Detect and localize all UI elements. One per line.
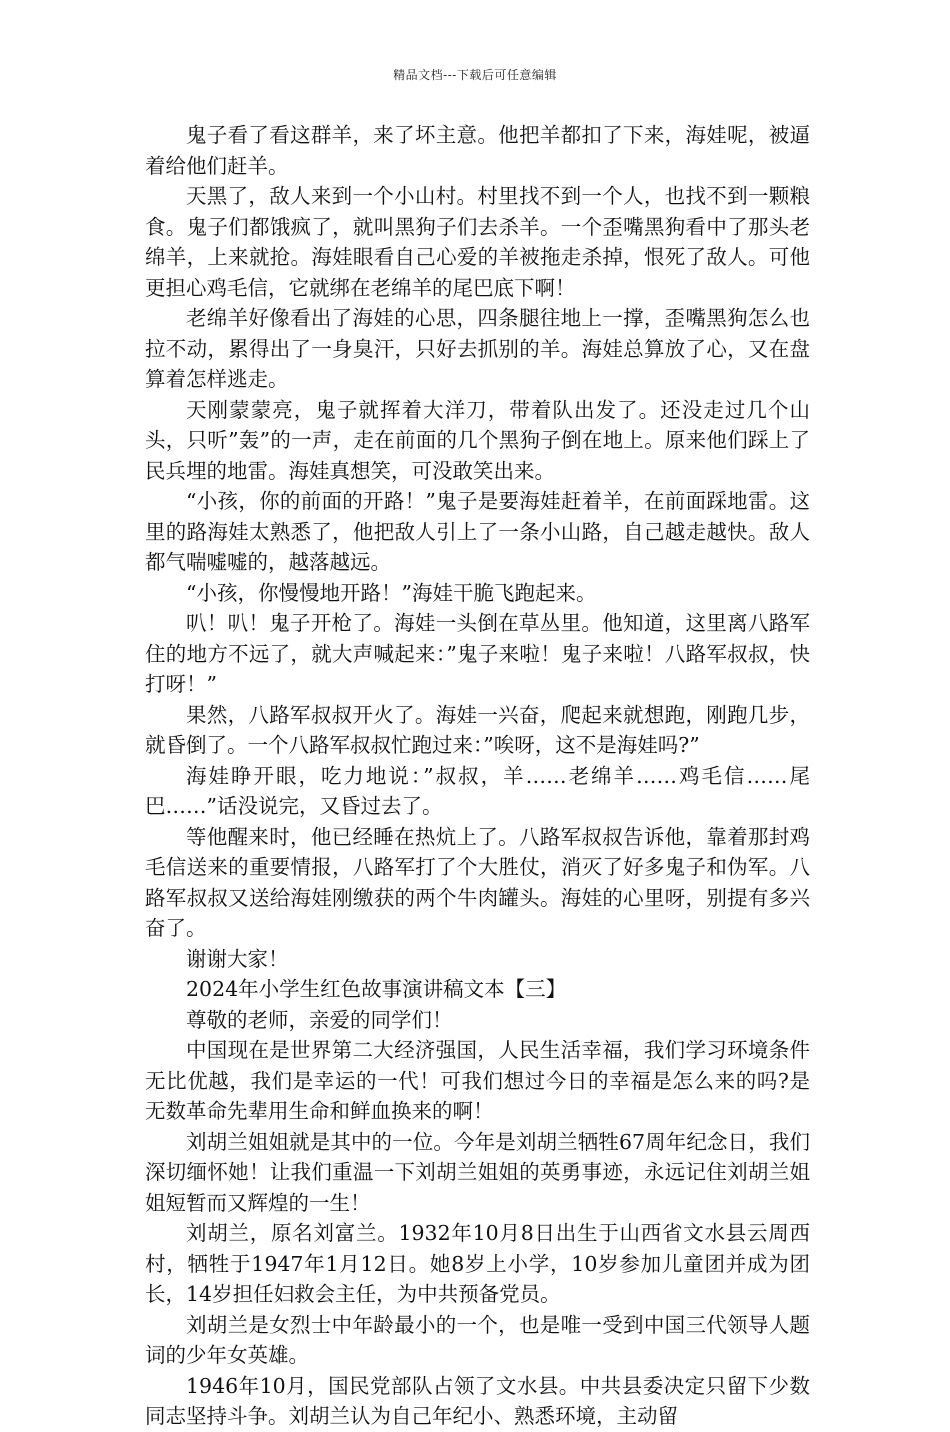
paragraph: 中国现在是世界第二大经济强国，人民生活幸福，我们学习环境条件无比优越，我们是幸运的一代！可我们想过今日的幸福是怎么来的吗?是无数革命先辈用生命和鲜血换来的啊！ xyxy=(145,1038,810,1123)
paragraph: 海娃睁开眼，吃力地说：”叔叔，羊……老绵羊……鸡毛信……尾巴……”话没说完，又昏过去了。 xyxy=(145,763,810,818)
paragraph: 刘胡兰，原名刘富兰。1932年10月8日出生于山西省文水县云周西村，牺牲于1947年1月12日。她8岁上小学，10岁参加儿童团并成为团长，14岁担任妇救会主任，为中共预备党员。 xyxy=(145,1221,810,1306)
paragraph: 等他醒来时，他已经睡在热炕上了。八路军叔叔告诉他，靠着那封鸡毛信送来的重要情报，八路军打了个大胜仗，消灭了好多鬼子和伪军。八路军叔叔又送给海娃刚缴获的两个牛肉罐头。海娃的心里呀，别提有多兴奋了。 xyxy=(145,824,810,940)
paragraph: 刘胡兰姐姐就是其中的一位。今年是刘胡兰牺牲67周年纪念日，我们深切缅怀她！让我们重温一下刘胡兰姐姐的英勇事迹，永远记住刘胡兰姐姐短暂而又辉煌的一生！ xyxy=(145,1129,810,1215)
paragraph: 天黑了，敌人来到一个小山村。村里找不到一个人，也找不到一颗粮食。鬼子们都饿疯了，就叫黑狗子们去杀羊。一个歪嘴黑狗看中了那头老绵羊，上来就抢。海娃眼看自己心爱的羊被拖走杀掉，恨死了敌人。可他更担心鸡毛信，它就绑在老绵羊的尾巴底下啊！ xyxy=(145,184,810,300)
paragraph: 刘胡兰是女烈士中年龄最小的一个，也是唯一受到中国三代领导人题词的少年女英雄。 xyxy=(145,1312,810,1367)
salutation: 尊敬的老师，亲爱的同学们！ xyxy=(186,1007,453,1032)
paragraph: 老绵羊好像看出了海娃的心思，四条腿往地上一撑，歪嘴黑狗怎么也拉不动，累得出了一身臭汗，只好去抓别的羊。海娃总算放了心，又在盘算着怎样逃走。 xyxy=(145,306,810,391)
paragraph: 叭！叭！鬼子开枪了。海娃一头倒在草丛里。他知道，这里离八路军住的地方不远了，就大声喊起来：”鬼子来啦！鬼子来啦！八路军叔叔，快打呀！” xyxy=(145,611,810,696)
paragraph: 1946年10月，国民党部队占领了文水县。中共县委决定只留下少数同志坚持斗争。刘胡兰认为自己年纪小、熟悉环境，主动留 xyxy=(145,1373,810,1428)
page-header: 精品文档---下载后可任意编辑 xyxy=(393,68,557,82)
paragraph: “小孩，你慢慢地开路！”海娃干脆飞跑起来。 xyxy=(186,580,597,605)
paragraph: 果然，八路军叔叔开火了。海娃一兴奋，爬起来就想跑，刚跑几步，就昏倒了。一个八路军叔叔忙跑过来：”唉呀，这不是海娃吗?” xyxy=(145,702,810,757)
paragraph: 鬼子看了看这群羊，来了坏主意。他把羊都扣了下来，海娃呢，被逼着给他们赶羊。 xyxy=(145,123,810,178)
closing-thanks: 谢谢大家！ xyxy=(186,946,289,971)
section-title: 2024年小学生红色故事演讲稿文本【三】 xyxy=(186,977,567,1001)
paragraph: “小孩，你的前面的开路！”鬼子是要海娃赶着羊，在前面踩地雷。这里的路海娃太熟悉了，他把敌人引上了一条小山路，自己越走越快。敌人都气喘嘘嘘的，越落越远。 xyxy=(145,489,810,574)
paragraph: 天刚蒙蒙亮，鬼子就挥着大洋刀，带着队出发了。还没走过几个山头，只听”轰”的一声，走在前面的几个黑狗子倒在地上。原来他们踩上了民兵埋的地雷。海娃真想笑，可没敢笑出来。 xyxy=(145,397,810,483)
document-body xyxy=(145,120,810,1432)
